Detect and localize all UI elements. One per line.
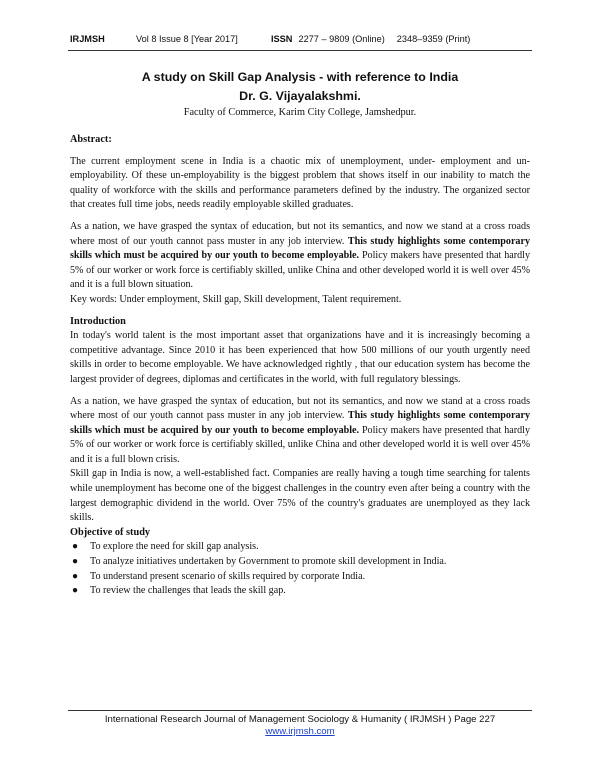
objective-list (70, 540, 530, 598)
abstract-p2-text: As a nation, we have grasped the syntax of education, but not its semantics, and now we stand at a cross roads where most of our youth cannot pass muster in any job interview. (70, 220, 530, 247)
objective-item-text: To understand present scenario of skills required by corporate India. (90, 570, 366, 582)
running-footer (70, 714, 530, 737)
author-affiliation: Faculty of Commerce, Karim City College, Jamshedpur. (183, 107, 417, 118)
keywords: Key words: Under employment, Skill gap, Skill development, Talent requirement. (70, 293, 402, 305)
issn-label: ISSN (271, 34, 293, 44)
abstract-paragraph-2 (70, 220, 530, 293)
journal-abbr: IRJMSH (70, 34, 105, 44)
volume-issue: Vol 8 Issue 8 [Year 2017] (136, 34, 238, 44)
objective-item-text: To review the challenges that leads the skill gap. (90, 585, 286, 597)
issn-online: 2277 – 9809 (Online) (298, 34, 385, 44)
paper-title: A study on Skill Gap Analysis - with reference to India (141, 70, 459, 84)
objective-heading: Objective of study (70, 526, 151, 538)
abstract-p2-text-end: Policy makers have presented that hardly 5% of our worker or work force is certifiably skilled, unlike China and other developed world it is well over 45% and it is a full blown situation. (70, 250, 530, 291)
list-item (70, 540, 530, 555)
journal-website-link[interactable]: www.irjmsh.com (265, 726, 335, 737)
bullet-icon: ● (72, 541, 79, 553)
header-rule (68, 50, 532, 51)
footer-rule (68, 710, 532, 711)
footer-text: International Research Journal of Management Sociology & Humanity ( IRJMSH ) Page 227 (104, 714, 496, 725)
abstract-heading: Abstract: (70, 134, 112, 145)
list-item (70, 555, 530, 570)
running-header (70, 34, 530, 44)
issn-print: 2348–9359 (Print) (396, 34, 471, 44)
abstract-paragraph-1: The current employment scene in India is a chaotic mix of unemployment, under- employment and un-employability. Of these un-employability is the biggest problem that shows itself in our inability to match the quality of workforce with the skills and performance parameters defined by the industry. The organized sector that creates full time jobs, needs readily employable skilled graduates. (70, 155, 530, 211)
introduction-heading: Introduction (70, 315, 126, 327)
introduction-paragraph-3: Skill gap in India is now, a well-established fact. Companies are really having a tough time searching for talents while unemployment has become one of the biggest challenges in the country even after being a country with the largest demographic dividend in the world. Over 75% of the country's graduates are unemployed as they lack skills. (70, 468, 530, 524)
author-name: Dr. G. Vijayalakshmi. (239, 89, 361, 103)
bullet-icon: ● (72, 556, 79, 568)
introduction-paragraph-1: In today's world talent is the most important asset that organizations have and it is increasingly becoming a competitive advantage. Since 2010 it has been experienced that how 500 millions of our youth urgently need skills in order to become employable. We have acknowledged rightly , that our education system has become the largest provider of degrees, diplomas and certificates in the world, with full regulatory blessings. (70, 330, 530, 385)
objective-item-text: To explore the need for skill gap analysis. (90, 541, 259, 553)
bullet-icon: ● (72, 585, 79, 597)
introduction-paragraph-2 (70, 395, 530, 468)
list-item (70, 584, 530, 599)
bullet-icon: ● (72, 570, 79, 582)
intro-p2-text-end: Policy makers have presented that hardly 5% of our worker or work force is certifiably skilled, unlike China and other developed world it is well over 45% and it is a full blown crisis. (70, 424, 530, 465)
paper-body (70, 133, 530, 599)
objective-item-text: To analyze initiatives undertaken by Government to promote skill development in India. (90, 556, 447, 568)
abstract-p2-bold: This study highlights some contemporary skills which must be acquired by our youth to become employable. (70, 235, 531, 262)
list-item (70, 570, 530, 585)
intro-p2-text: As a nation, we have grasped the syntax of education, but not its semantics, and now we stand at a cross roads where most of our youth cannot pass muster in any job interview. (70, 395, 530, 422)
intro-p2-bold: This study highlights some contemporary skills which must be acquired by our youth to become employable. (70, 410, 531, 436)
